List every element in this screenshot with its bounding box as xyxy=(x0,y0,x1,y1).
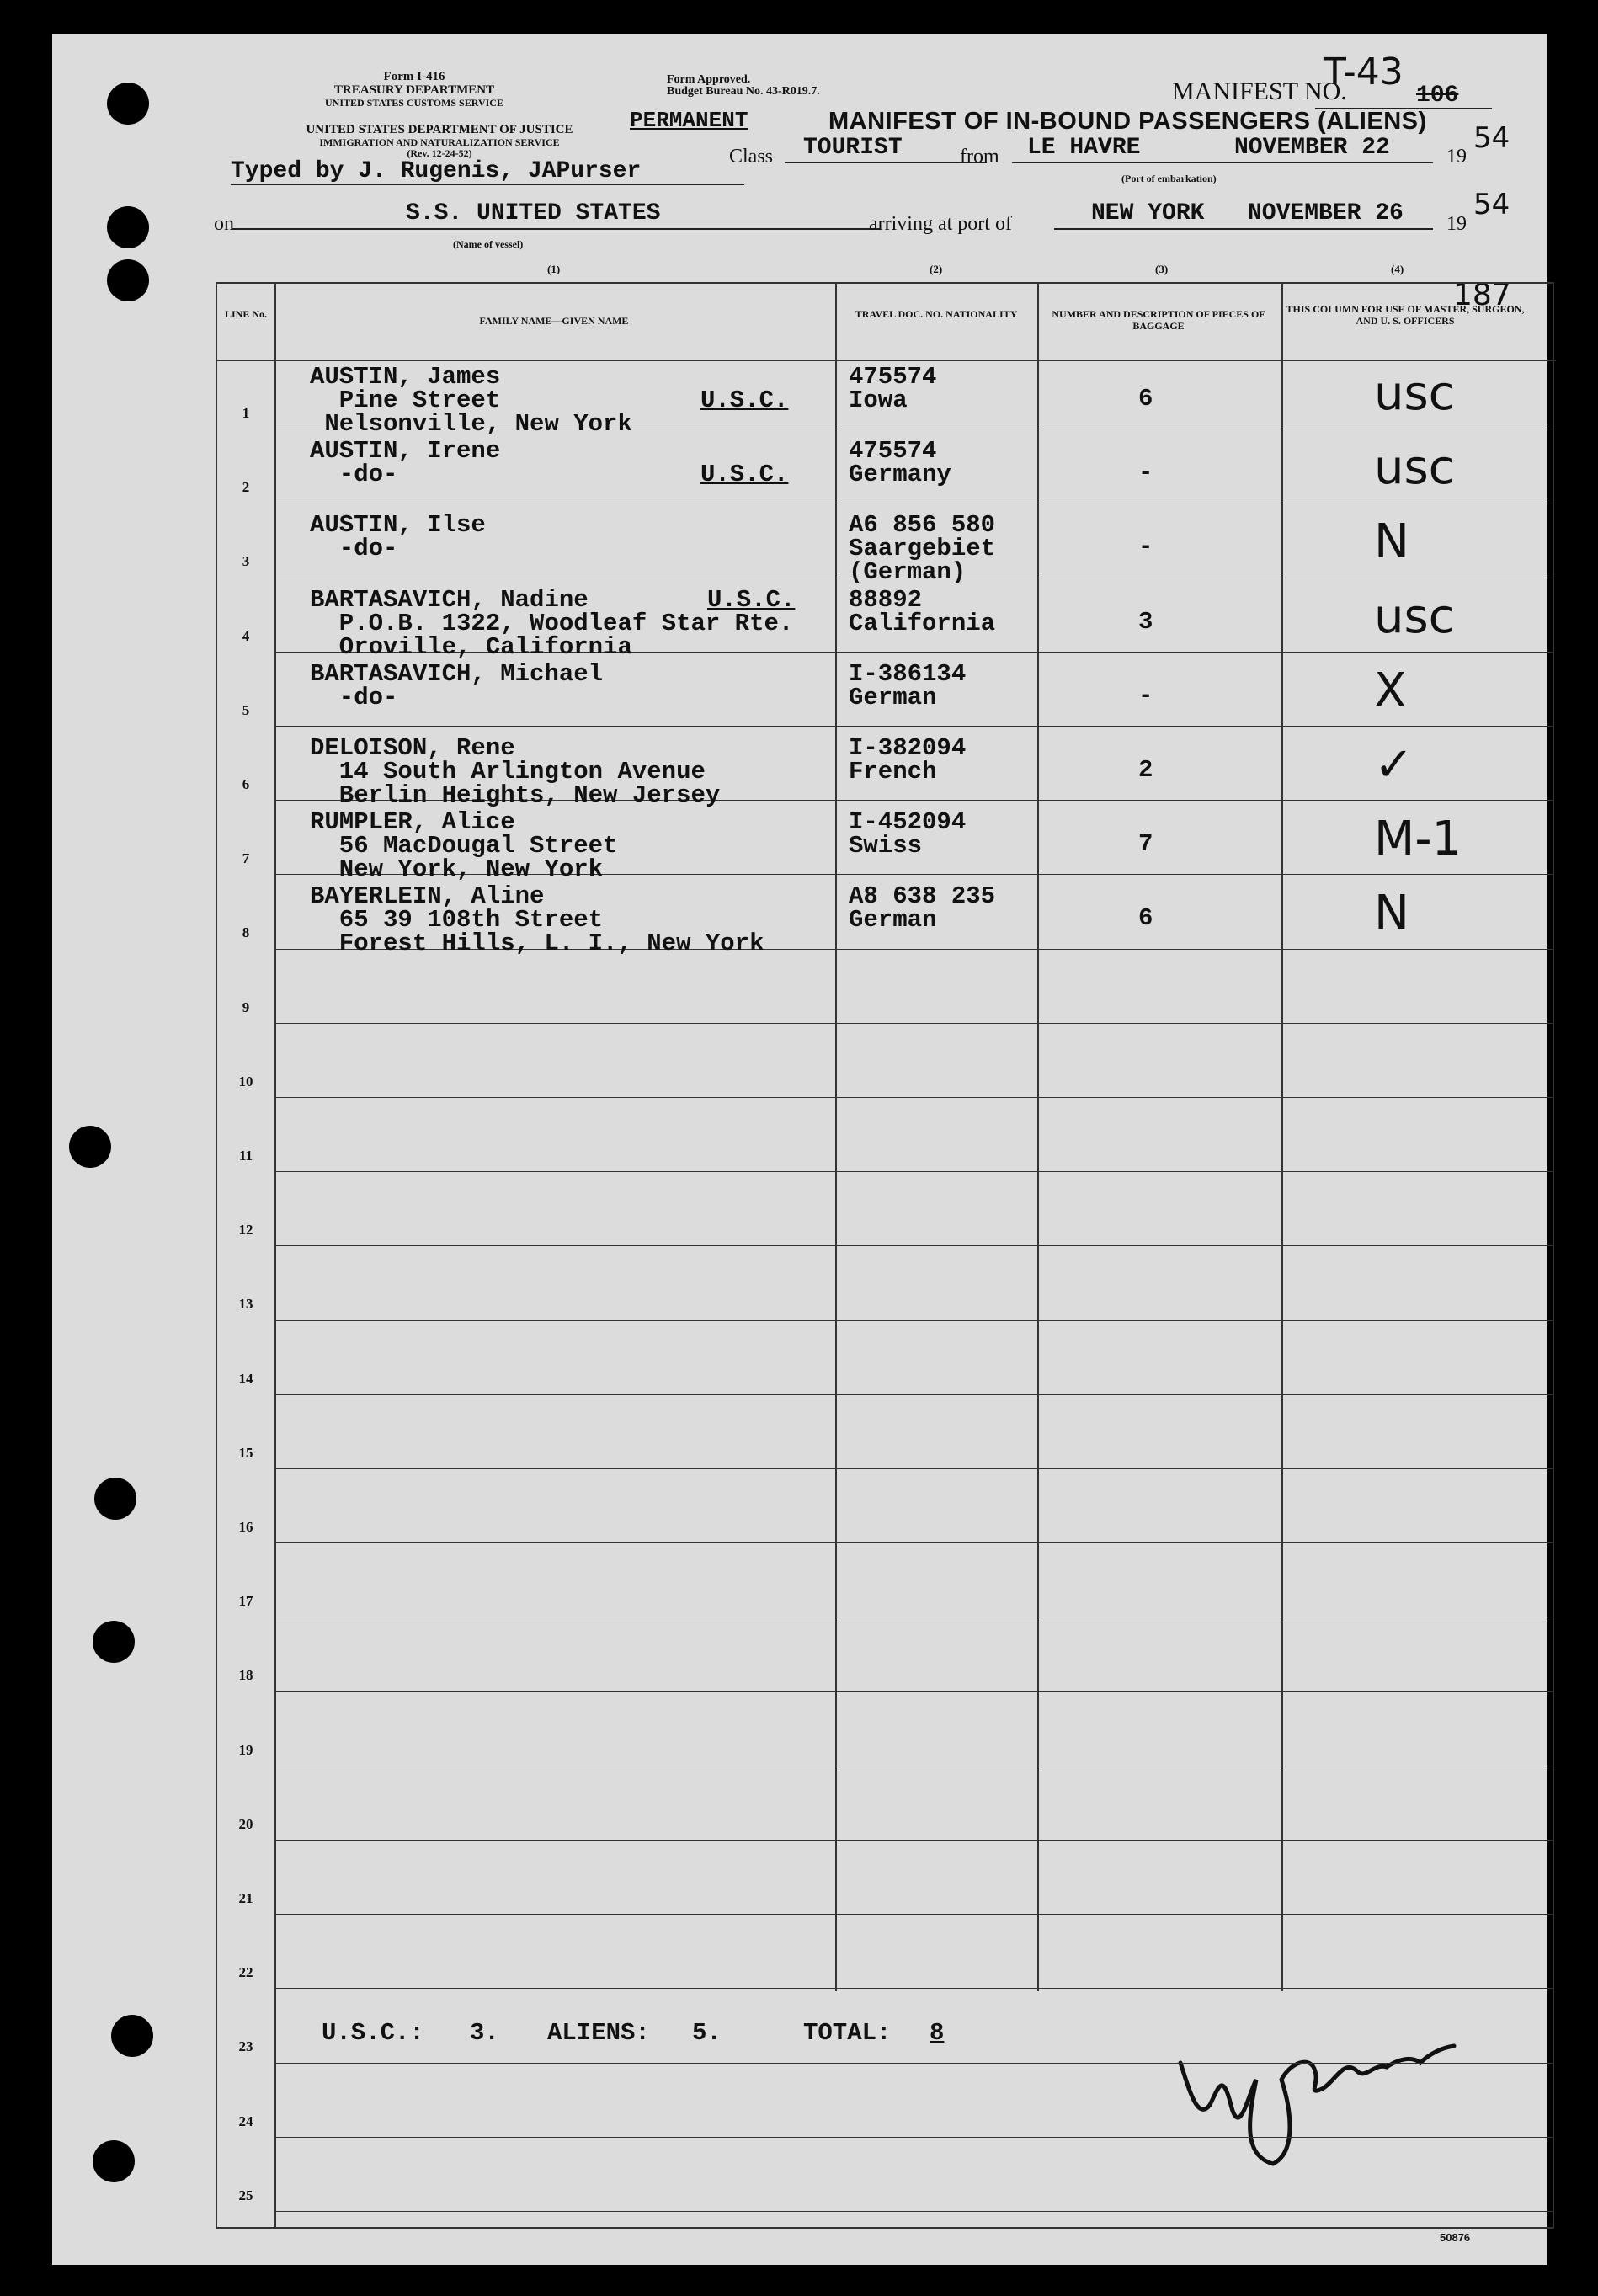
line-number: 3 xyxy=(242,553,250,570)
officer-mark: usc xyxy=(1374,589,1455,644)
line-number: 23 xyxy=(238,2038,253,2055)
line-number: 25 xyxy=(238,2187,253,2203)
row-rule xyxy=(274,1988,1554,1989)
row-rule xyxy=(274,1691,1554,1692)
punch-hole xyxy=(107,259,149,301)
column-divider xyxy=(274,282,276,2229)
vessel-underline xyxy=(232,228,881,230)
arrival-underline xyxy=(1054,228,1433,230)
nationality: Germany xyxy=(849,461,951,489)
punch-hole xyxy=(107,206,149,248)
revision-date: (Rev. 12-24-52) xyxy=(407,147,472,159)
manifest-number: T-43 xyxy=(1324,51,1404,93)
class-underline xyxy=(785,162,987,163)
row-rule xyxy=(274,1320,1554,1321)
nationality: French xyxy=(849,758,937,786)
on-label: on xyxy=(214,213,234,235)
line-number: 22 xyxy=(238,1964,253,1981)
travel-doc-number: A8 638 235 xyxy=(849,882,996,911)
line-number: 8 xyxy=(242,924,250,941)
line-number: 6 xyxy=(242,776,250,792)
year-prefix-1: 19 xyxy=(1446,146,1467,168)
travel-doc-number: I-452094 xyxy=(849,808,967,837)
passenger-name-line: Nelsonville, New York xyxy=(310,410,632,438)
row-rule xyxy=(274,2211,1554,2212)
typed-by: Typed by J. Rugenis, JAPurser xyxy=(231,158,642,184)
passenger-name-line: Forest Hills, L. I., New York xyxy=(310,930,764,958)
officer-mark: N xyxy=(1374,886,1409,941)
passenger-name-line: DELOISON, Rene xyxy=(310,734,515,762)
line-number: 16 xyxy=(238,1519,253,1535)
passenger-name-line: 56 MacDougal Street xyxy=(310,832,618,860)
header-travel-doc: TRAVEL DOC. NO. NATIONALITY xyxy=(855,308,1018,320)
footer-code: 50876 xyxy=(1440,2231,1471,2244)
vessel-caption: (Name of vessel) xyxy=(453,238,524,250)
officer-signature xyxy=(1164,1979,1492,2172)
ins-service: IMMIGRATION AND NATURALIZATION SERVICE xyxy=(319,136,560,148)
embark-date: NOVEMBER 22 xyxy=(1234,135,1390,161)
punch-hole xyxy=(94,1478,136,1520)
col-number-2: (2) xyxy=(930,263,943,275)
passenger-name-line: 14 South Arlington Avenue xyxy=(310,758,706,786)
budget-bureau: Budget Bureau No. 43-R019.7. xyxy=(667,85,820,98)
baggage-count: 3 xyxy=(1138,607,1153,636)
nationality: (German) xyxy=(849,558,967,587)
row-rule xyxy=(274,1097,1554,1098)
col-number-4: (4) xyxy=(1391,263,1404,275)
passenger-name-line: AUSTIN, Irene xyxy=(310,437,501,466)
class-label: Class xyxy=(729,146,774,168)
row-rule xyxy=(274,1542,1554,1543)
form-approved: Form Approved. xyxy=(667,73,751,86)
passenger-name-line: New York, New York xyxy=(310,855,604,884)
class-value: TOURIST xyxy=(803,135,903,161)
row-rule xyxy=(274,1394,1554,1395)
row-rule xyxy=(274,1171,1554,1172)
nationality: Swiss xyxy=(849,832,923,860)
punch-hole xyxy=(93,1621,135,1663)
year-suffix-2: 54 xyxy=(1473,188,1510,221)
row-rule xyxy=(274,2137,1554,2138)
passenger-name-line: BARTASAVICH, Michael xyxy=(310,659,604,688)
line-number: 11 xyxy=(238,1148,253,1164)
nationality: California xyxy=(849,609,996,637)
line-number: 12 xyxy=(238,1222,253,1239)
column-divider xyxy=(1037,282,1039,1991)
line-number: 7 xyxy=(242,850,250,867)
form-number: Form I-416 xyxy=(383,70,445,83)
punch-hole xyxy=(111,2015,153,2057)
vessel-name: S.S. UNITED STATES xyxy=(406,200,661,226)
citizenship-usc: U.S.C. xyxy=(700,386,789,414)
baggage-count: 6 xyxy=(1138,385,1153,413)
column-divider xyxy=(835,282,837,1991)
row-rule xyxy=(274,1023,1554,1024)
officer-mark: usc xyxy=(1374,366,1455,421)
col-number-3: (3) xyxy=(1155,263,1169,275)
totals-usc-label: U.S.C.: xyxy=(322,2019,424,2047)
punch-hole xyxy=(93,2140,135,2182)
travel-doc-number: 475574 xyxy=(849,363,937,391)
line-number: 10 xyxy=(238,1073,253,1089)
justice-department: UNITED STATES DEPARTMENT OF JUSTICE xyxy=(306,123,573,136)
totals-aliens-value: 5. xyxy=(692,2019,722,2047)
passenger-name-line: AUSTIN, Ilse xyxy=(310,511,486,540)
baggage-count: 6 xyxy=(1138,904,1153,933)
manifest-underline xyxy=(1315,108,1492,109)
travel-doc-number: A6 856 580 xyxy=(849,511,996,540)
line-number: 24 xyxy=(238,2112,253,2129)
passenger-name-line: -do- xyxy=(310,535,398,563)
permanent-label: PERMANENT xyxy=(630,108,748,133)
nationality: Iowa xyxy=(849,386,908,414)
baggage-count: - xyxy=(1138,533,1153,562)
arrival-port: NEW YORK xyxy=(1091,200,1205,226)
line-number: 20 xyxy=(238,1815,253,1832)
line-number: 9 xyxy=(242,999,250,1015)
passenger-name-line: RUMPLER, Alice xyxy=(310,808,515,837)
passenger-name-line: 65 39 108th Street xyxy=(310,906,604,935)
travel-doc-number: 88892 xyxy=(849,585,923,614)
line-number: 2 xyxy=(242,479,250,496)
totals-total-label: TOTAL: xyxy=(803,2019,892,2047)
manifest-no-label: MANIFEST NO. xyxy=(1172,77,1347,105)
header-baggage: NUMBER AND DESCRIPTION OF PIECES OF BAGGAGE xyxy=(1052,308,1265,332)
page-number: 187 xyxy=(1453,278,1511,312)
passenger-name-line: -do- xyxy=(310,461,398,489)
year-suffix-1: 54 xyxy=(1473,121,1510,155)
manifest-sheet xyxy=(52,34,1547,2265)
totals-total-value: 8 xyxy=(930,2019,945,2047)
manifest-title: MANIFEST OF IN-BOUND PASSENGERS (ALIENS) xyxy=(828,108,1427,135)
citizenship-usc: U.S.C. xyxy=(707,585,796,614)
port-caption: (Port of embarkation) xyxy=(1121,173,1217,184)
manifest-number-struck: 106 xyxy=(1416,83,1459,109)
nationality: German xyxy=(849,683,937,711)
header-line-no: LINE No. xyxy=(224,308,267,320)
line-number: 1 xyxy=(242,405,250,421)
row-rule xyxy=(274,1914,1554,1915)
row-rule xyxy=(274,1840,1554,1841)
from-label: from xyxy=(960,146,999,168)
passenger-name-line: P.O.B. 1322, Woodleaf Star Rte. xyxy=(310,609,794,637)
passenger-name-line: -do- xyxy=(310,683,398,711)
travel-doc-number: I-386134 xyxy=(849,659,967,688)
officer-mark: usc xyxy=(1374,440,1455,496)
officer-mark: ✓ xyxy=(1374,738,1414,792)
totals-aliens-label: ALIENS: xyxy=(547,2019,650,2047)
treasury-department: TREASURY DEPARTMENT xyxy=(333,83,495,97)
line-number: 13 xyxy=(238,1296,253,1313)
nationality: Saargebiet xyxy=(849,535,996,563)
line-number: 15 xyxy=(238,1444,253,1461)
header-bottom-rule xyxy=(217,360,1556,361)
line-number: 14 xyxy=(238,1370,253,1387)
year-prefix-2: 19 xyxy=(1446,213,1467,235)
punch-hole xyxy=(107,83,149,125)
baggage-count: - xyxy=(1138,459,1153,487)
line-number: 17 xyxy=(238,1593,253,1610)
officer-mark: X xyxy=(1374,663,1407,718)
passenger-name-line: AUSTIN, James xyxy=(310,363,501,391)
officer-mark: N xyxy=(1374,514,1409,570)
passenger-name-line: BARTASAVICH, Nadine xyxy=(310,585,589,614)
row-rule xyxy=(274,726,1554,727)
customs-service: UNITED STATES CUSTOMS SERVICE xyxy=(325,97,503,109)
embark-port: LE HAVRE xyxy=(1027,135,1141,161)
embark-underline xyxy=(1012,162,1433,163)
header-officers: THIS COLUMN FOR USE OF MASTER, SURGEON, AND U. S. OFFICERS xyxy=(1286,303,1525,327)
travel-doc-number: I-382094 xyxy=(849,734,967,762)
baggage-count: - xyxy=(1138,681,1153,710)
line-number: 19 xyxy=(238,1741,253,1758)
row-rule xyxy=(274,1468,1554,1469)
row-rule xyxy=(274,2063,1554,2064)
arrival-date: NOVEMBER 26 xyxy=(1248,200,1404,226)
line-number: 21 xyxy=(238,1890,253,1906)
passenger-name-line: Oroville, California xyxy=(310,632,632,661)
passenger-name-line: BAYERLEIN, Aline xyxy=(310,882,545,911)
nationality: German xyxy=(849,906,937,935)
citizenship-usc: U.S.C. xyxy=(700,461,789,489)
baggage-count: 2 xyxy=(1138,756,1153,784)
typed-by-underline xyxy=(231,184,744,185)
officer-mark: M-1 xyxy=(1374,812,1462,867)
punch-hole xyxy=(69,1126,111,1168)
header-family-name: FAMILY NAME—GIVEN NAME xyxy=(479,315,629,327)
travel-doc-number: 475574 xyxy=(849,437,937,466)
passenger-name-line: Berlin Heights, New Jersey xyxy=(310,781,721,809)
line-number: 4 xyxy=(242,627,250,644)
totals-usc-value: 3. xyxy=(470,2019,499,2047)
baggage-count: 7 xyxy=(1138,830,1153,859)
arriving-label: arriving at port of xyxy=(869,213,1012,235)
column-divider xyxy=(1281,282,1283,1991)
col-number-1: (1) xyxy=(547,263,561,275)
row-rule xyxy=(274,1245,1554,1246)
line-number: 5 xyxy=(242,701,250,718)
line-number: 18 xyxy=(238,1667,253,1684)
passenger-name-line: Pine Street xyxy=(310,386,501,414)
